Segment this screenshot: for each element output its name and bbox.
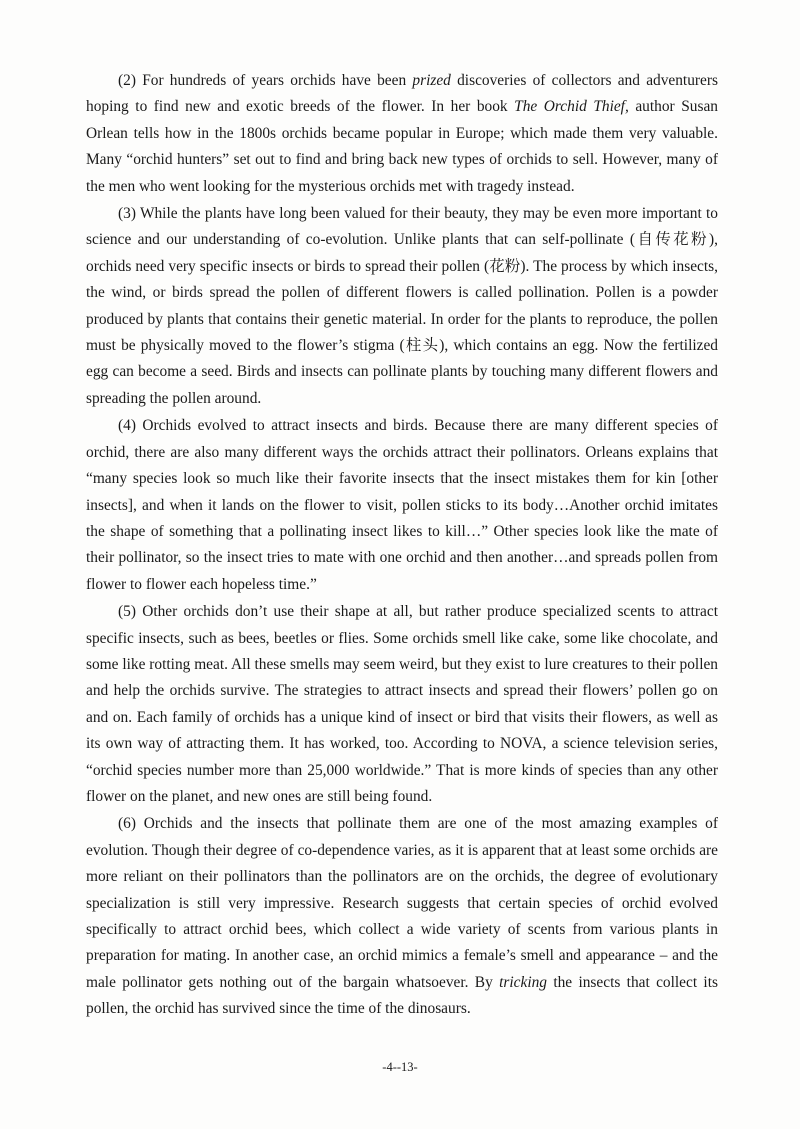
- paragraph-6-text-b: the insects that collect its pollen, the orchid has survived since the time of the dinosaurs.: [86, 973, 718, 1018]
- paragraph-6-text-a: (6) Orchids and the insects that pollinate them are one of the most amazing examples of evolution. Though their degree of co-dependence varies, as it is apparent that at least some orchids are more reliant on their pollinators than the pollinators are on the orchids, the degree of evolutionary specialization is still very impressive. Research suggests that certain species of orchid evolved specifically to attract orchid bees, which collect a wide variety of scents from various plants in preparation for mating. In another case, an orchid mimics a female’s smell and appearance – and the male pollinator gets nothing out of the bargain whatsoever. By: [86, 815, 718, 991]
- emphasis-prized: prized: [412, 72, 451, 89]
- paragraph-2: [86, 68, 718, 200]
- paragraph-4-text: (4) Orchids evolved to attract insects and birds. Because there are many different species of orchid, there are also many different ways the orchids attract their pollinators. Orleans explains that “many species look so much like their favorite insects that the insect mistakes them for kin [other insects], and when it lands on the flower to visit, pollen sticks to its body…Another orchid imitates the shape of something that a pollinating insect likes to kill…” Other species look like the mate of their pollinator, so the insect tries to mate with one orchid and then another…and spreads pollen from flower to flower each hopeless time.”: [86, 417, 718, 593]
- paragraph-2-text-c: author Susan Orlean tells how in the 1800s orchids became popular in Europe; which made them very valuable. Many “orchid hunters” set out to find and bring back new types of orchids to sell. However, many of the men who went looking for the mysterious orchids met with tragedy instead.: [86, 98, 718, 195]
- emphasis-tricking: tricking: [499, 973, 547, 991]
- book-title-orchid-thief: The Orchid Thief,: [514, 98, 629, 116]
- paragraph-2-text-a: (2) For hundreds of years orchids have been: [118, 72, 413, 89]
- paragraph-5-text: (5) Other orchids don’t use their shape at all, but rather produce specialized scents to attract specific insects, such as bees, beetles or flies. Some orchids smell like cake, some like chocolate, and some like rotting meat. All these smells may seem weird, but they exist to lure creatures to their pollen and help the orchids survive. The strategies to attract insects and spread their flowers’ pollen go on and on. Each family of orchids has a unique kind of insect or bird that visits their flowers, as well as its own way of attracting them. It has worked, too. According to NOVA, a science television series, “orchid species number more than 25,000 worldwide.” That is more kinds of species than any other flower on the planet, and new ones are still being found.: [86, 603, 718, 805]
- paragraph-2-text-b: discoveries of collectors and adventurers hoping to find new and exotic breeds of the flower. In her book: [86, 72, 718, 116]
- paragraph-3-text: (3) While the plants have long been valued for their beauty, they may be even more important to science and our understanding of co-evolution. Unlike plants that can self-pollinate (自传花粉), orchids need very specific insects or birds to spread their pollen (花粉). The process by which insects, the wind, or birds spread the pollen of different flowers is called pollination. Pollen is a powder produced by plants that contains their genetic material. In order for the plants to reproduce, the pollen must be physically moved to the flower’s stigma (柱头), which contains an egg. Now the fertilized egg can become a seed. Birds and insects can pollinate plants by touching many different flowers and spreading the pollen around.: [86, 205, 718, 407]
- page-number: -4--13-: [382, 1060, 418, 1074]
- paragraph-4: [86, 413, 718, 598]
- paragraph-5: [86, 599, 718, 810]
- article-body: [86, 68, 718, 1024]
- paragraph-3: [86, 201, 718, 412]
- paragraph-6: [86, 811, 718, 1022]
